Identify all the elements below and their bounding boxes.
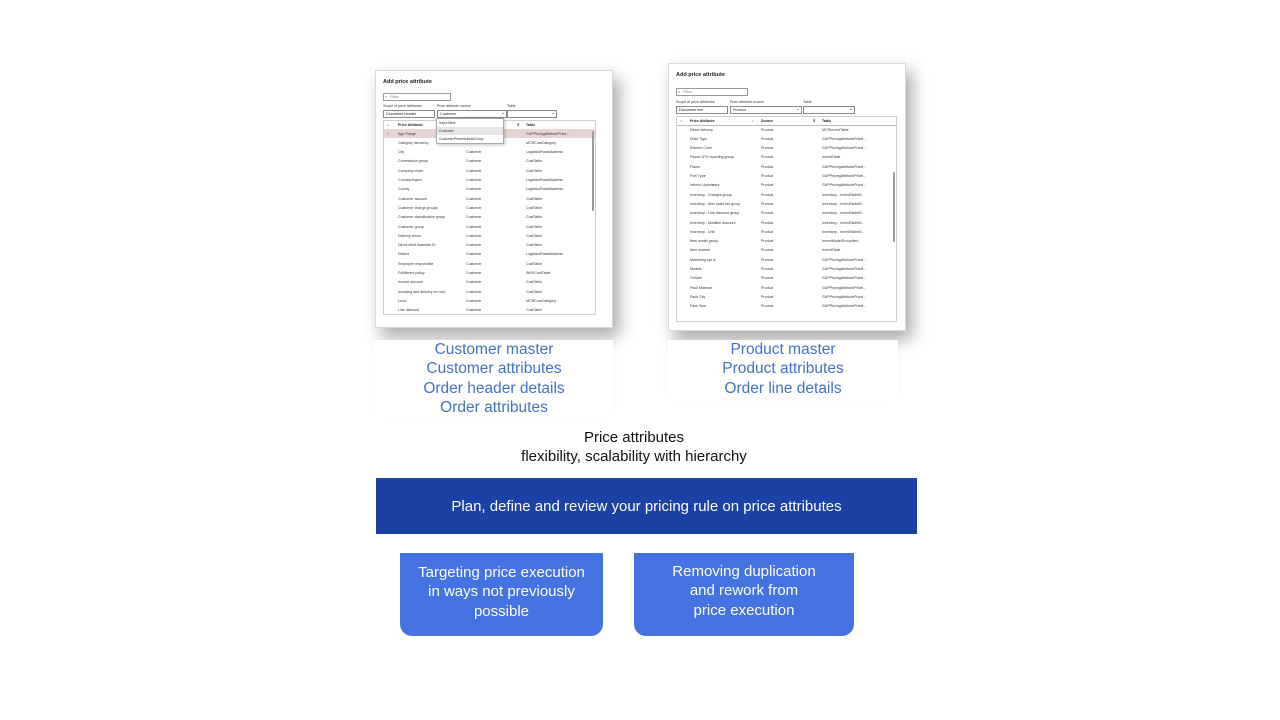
table-cell: Fuel Type [690, 174, 706, 179]
table-row[interactable] [677, 162, 896, 171]
table-cell: GUPPricingAttributePricel... [822, 304, 867, 309]
select-all-radio[interactable]: ○ [680, 119, 683, 123]
table-cell: Direct debit mandate ID [398, 243, 436, 248]
table-cell: Customer group [398, 224, 424, 229]
scrollbar[interactable] [893, 172, 895, 242]
table-cell: Inventory - InventTableM... [822, 211, 865, 216]
caption-line: Product master [730, 341, 836, 358]
filter-input[interactable] [676, 88, 748, 96]
table-cell: GUPPricingAttributePricel... [822, 136, 867, 141]
dialog-title: Add price attribute [676, 72, 725, 78]
source-select[interactable] [730, 106, 802, 114]
table-cell: CustTable [526, 261, 542, 266]
table-cell: GUPPricingAttributePricel... [822, 267, 867, 272]
table-row[interactable] [384, 269, 595, 278]
table-cell: Customer [466, 298, 482, 303]
customer-price-attribute-dialog [375, 70, 613, 328]
table-cell: Inventory - Charges group [690, 192, 732, 197]
scope-label: Scope of price attributes [383, 104, 422, 108]
table-cell: Product [761, 146, 774, 151]
source-label: Price attribute source [437, 104, 471, 108]
table-cell: District [398, 252, 409, 257]
benefit-card-targeting [400, 553, 603, 636]
table-cell: Country/region [398, 178, 422, 183]
table-cell: Item model group [690, 239, 718, 244]
table-cell: Product [761, 248, 774, 253]
table-cell: GUPPricingAttributePricel... [822, 294, 867, 299]
table-row[interactable] [384, 250, 595, 259]
table-cell: CustTable [526, 243, 542, 248]
table-cell: Customer account [398, 196, 428, 201]
table-cell: Level [398, 298, 407, 303]
scrollbar[interactable] [592, 131, 594, 211]
table-cell: MCRCustCategory [526, 298, 557, 303]
sort-icon[interactable]: ↑ [752, 119, 754, 123]
table-row[interactable] [384, 185, 595, 194]
table-cell: Inventory - InventTableM... [822, 220, 865, 225]
column-header[interactable]: Price Attribute [690, 119, 715, 123]
table-row[interactable] [384, 213, 595, 222]
filter-input[interactable] [383, 93, 451, 101]
table-cell: MCRInventTable [822, 127, 849, 132]
chevron-down-icon: ⌄ [550, 110, 555, 116]
card-line: and rework from [689, 582, 799, 600]
table-row[interactable] [677, 274, 896, 283]
caption-line: Order attributes [440, 398, 548, 416]
table-cell: Pack City [690, 294, 706, 299]
table-cell: Customer [466, 196, 482, 201]
table-row[interactable] [677, 199, 896, 208]
row-radio[interactable]: ○ [387, 131, 390, 136]
table-cell: Inventory - InventTableM... [822, 229, 865, 234]
table-cell: GUPPricingAttributePricel... [822, 257, 867, 262]
table-label: Table [803, 100, 812, 104]
table-cell: Fulfillment policy [398, 271, 425, 276]
table-cell: CustTable [526, 289, 542, 294]
table-cell: LogisticsPostalAddress [526, 178, 564, 183]
source-value: Customer [440, 112, 457, 116]
table-row[interactable] [677, 292, 896, 301]
headline-title: Price attributes [583, 429, 685, 446]
filter-icon[interactable]: ⊽ [517, 123, 520, 127]
table-cell: Flavor [690, 164, 700, 169]
column-header[interactable]: Price Attribute [398, 123, 423, 127]
chevron-down-icon: ⌄ [795, 106, 800, 112]
scope-select[interactable] [383, 110, 435, 118]
chevron-down-icon: ⌄ [848, 106, 853, 112]
table-cell: Direct delivery [690, 127, 713, 132]
select-all-radio[interactable]: ○ [387, 123, 390, 127]
table-row[interactable] [677, 153, 896, 162]
table-cell: Customer [466, 252, 482, 257]
table-cell: GUPPricingAttributePricel... [822, 146, 867, 151]
table-cell: CustTable [526, 224, 542, 229]
scope-value: Document line [679, 108, 704, 112]
table-cell: Item number [690, 248, 711, 253]
table-row[interactable] [677, 181, 896, 190]
table-cell: Customer charge groups [398, 205, 438, 210]
table-cell: WHSCustTable [526, 271, 551, 276]
benefit-card-deduplication [634, 553, 854, 636]
table-cell: InventTable [822, 155, 841, 160]
table-cell: Pack Size [690, 304, 706, 309]
table-cell: Customer [466, 215, 482, 220]
table-cell: Product [761, 257, 774, 262]
pricing-rule-banner [376, 478, 917, 534]
table-row[interactable] [384, 166, 595, 175]
product-caption [668, 340, 898, 398]
card-line: Removing duplication [672, 563, 816, 580]
table-cell: CustTable [526, 168, 542, 173]
table-cell: Delivery terms [398, 233, 421, 238]
column-header[interactable]: Table [526, 123, 536, 127]
table-cell: Invoicing and delivery on hold [398, 289, 446, 294]
table-cell: Customer [466, 168, 482, 173]
table-label: Table [507, 104, 516, 108]
card-line: in ways not previously [428, 583, 575, 601]
table-cell: Customer [466, 159, 482, 164]
table-cell: MCRCustCategory [526, 140, 557, 145]
filter-icon[interactable]: ⊽ [813, 119, 816, 123]
source-dropdown-list [436, 118, 504, 144]
table-cell: LogisticsPostalAddress [526, 252, 564, 257]
table-cell: Customer [466, 308, 482, 313]
table-cell: Inventory - Unit [690, 229, 715, 234]
table-cell: Customer [466, 271, 482, 276]
search-icon: ⌕ [678, 89, 681, 94]
table-cell: Product [761, 127, 774, 132]
table-cell: Product [761, 304, 774, 309]
table-cell: InventTable [822, 248, 841, 253]
table-cell: Category hierarchy [398, 140, 429, 145]
source-label: Price attribute source [730, 100, 764, 104]
table-cell: Product [761, 164, 774, 169]
source-select[interactable] [437, 110, 507, 118]
price-attribute-grid [676, 116, 897, 322]
card-line: Targeting price execution [418, 564, 585, 581]
table-cell: Inventory - Item sales tax group [690, 201, 741, 206]
customer-caption [375, 340, 613, 417]
table-cell: GUPPricingAttributePricel... [822, 285, 867, 290]
column-header[interactable]: Table [822, 119, 832, 123]
table-row[interactable] [677, 190, 896, 199]
table-cell: Product [761, 136, 774, 141]
table-cell: CustTable [526, 308, 542, 313]
table-cell: Product [761, 201, 774, 206]
table-cell: Age Range [398, 131, 416, 136]
table-cell: LogisticsPostalAddress [526, 150, 564, 155]
search-icon: ⌕ [385, 94, 388, 99]
table-row[interactable] [384, 231, 595, 240]
source-value: Product [733, 108, 747, 112]
table-cell: Inventory - InventTableM... [822, 192, 865, 197]
table-cell: GUPPricingAttributePricel... [822, 174, 867, 179]
table-row[interactable] [677, 255, 896, 264]
table-cell: Customer [466, 280, 482, 285]
table-cell: Invoice account [398, 280, 423, 285]
table-cell: Product [761, 183, 774, 188]
table-row[interactable] [677, 144, 896, 153]
table-cell: CustTable [526, 215, 542, 220]
table-cell: GUPPricingAttributePricel... [822, 276, 867, 281]
table-row[interactable] [384, 203, 595, 212]
table-cell: Customer [466, 205, 482, 210]
table-cell: Customer [466, 261, 482, 266]
price-attributes-headline [376, 429, 892, 466]
table-cell: Inventory - InventTableM... [822, 201, 865, 206]
table-cell: Customer [466, 243, 482, 248]
table-cell: OnSale [690, 276, 702, 281]
table-cell: CustTable [526, 159, 542, 164]
table-cell: Drive Type [690, 136, 708, 141]
table-cell: Interior Upholstery [690, 183, 720, 188]
headline-subtitle: flexibility, scalability with hierarchy [521, 447, 747, 465]
table-row[interactable] [677, 134, 896, 143]
table-select[interactable] [507, 110, 557, 118]
table-cell: Exterior Color [690, 146, 712, 151]
scope-select[interactable] [676, 106, 728, 114]
table-cell: Product [761, 211, 774, 216]
table-cell: Marketing opt in [690, 257, 716, 262]
table-cell: Pack Material [690, 285, 712, 290]
table-cell: Product [761, 285, 774, 290]
table-cell: Company chain [398, 168, 423, 173]
table-row[interactable] [677, 237, 896, 246]
table-cell: Fiscal LIFO reporting group [690, 155, 734, 160]
dropdown-option[interactable]: SalesTable [439, 121, 456, 125]
table-row[interactable] [384, 176, 595, 185]
table-cell: CustTable [526, 196, 542, 201]
scope-label: Scope of price attributes [676, 100, 715, 104]
table-row[interactable] [677, 265, 896, 274]
table-row[interactable] [677, 246, 896, 255]
table-cell: Employee responsible [398, 261, 434, 266]
table-row[interactable] [677, 209, 896, 218]
table-cell: Commission group [398, 159, 428, 164]
dialog-title: Add price attribute [383, 79, 432, 85]
dropdown-option[interactable]: CustomerPriceAttributeGroup [439, 137, 484, 141]
table-cell: Customer [466, 289, 482, 294]
table-row[interactable] [384, 287, 595, 296]
table-row[interactable] [384, 148, 595, 157]
table-cell: Customer [466, 233, 482, 238]
table-cell: Product [761, 294, 774, 299]
table-cell: GUPPricingAttributePrice... [526, 131, 570, 136]
table-row[interactable] [384, 241, 595, 250]
table-cell: Customer [466, 187, 482, 192]
caption-line: Customer master [434, 341, 554, 358]
column-header[interactable]: Source [761, 119, 774, 123]
caption-line: Order header details [423, 379, 565, 397]
table-row[interactable] [677, 125, 896, 134]
table-cell: Customer [466, 224, 482, 229]
table-cell: Product [761, 174, 774, 179]
caption-line: Customer attributes [426, 360, 562, 378]
table-row[interactable] [384, 278, 595, 287]
banner-text: Plan, define and review your pricing rule on price attributes [451, 497, 842, 515]
table-cell: Inventory - Multiline discount [690, 220, 736, 225]
chevron-down-icon: ⌄ [500, 110, 505, 116]
table-row[interactable] [384, 296, 595, 305]
table-row[interactable] [384, 157, 595, 166]
dropdown-option-selected[interactable]: Customer [437, 127, 503, 135]
table-row[interactable] [384, 222, 595, 231]
table-cell: LogisticsPostalAddress [526, 187, 564, 192]
table-cell: Product [761, 239, 774, 244]
table-cell: City [398, 150, 405, 155]
table-cell: CustTable [526, 205, 542, 210]
table-cell: County [398, 187, 410, 192]
table-cell: CustTable [526, 280, 542, 285]
table-cell: Product [761, 267, 774, 272]
table-cell: Line discount [398, 308, 420, 313]
table-cell: Inventory - Line discount group [690, 211, 740, 216]
caption-line: Order line details [724, 379, 842, 397]
table-cell: Product [761, 220, 774, 225]
table-row[interactable] [384, 194, 595, 203]
table-row[interactable] [677, 283, 896, 292]
table-cell: InventModelGroupItem [822, 239, 859, 244]
filter-placeholder: Filter [683, 89, 692, 94]
table-row[interactable] [384, 306, 595, 315]
table-cell: Customer [466, 178, 482, 183]
table-cell: Customer [466, 150, 482, 155]
price-attribute-grid [383, 120, 596, 315]
table-cell: Product [761, 155, 774, 160]
table-cell: GUPPricingAttributePricel... [822, 164, 867, 169]
table-row[interactable] [384, 259, 595, 268]
caption-line: Product attributes [722, 360, 844, 378]
table-select[interactable] [803, 106, 855, 114]
table-cell: GUPPricingAttributePricel... [822, 183, 867, 188]
table-cell: Customer classification group [398, 215, 446, 220]
table-row[interactable] [677, 218, 896, 227]
table-cell: Models [690, 267, 702, 272]
table-row[interactable] [677, 302, 896, 311]
card-line: price execution [693, 601, 795, 619]
scope-value: Document header [386, 112, 417, 116]
filter-placeholder: Filter [390, 94, 399, 99]
table-cell: Product [761, 229, 774, 234]
table-cell: CustTable [526, 233, 542, 238]
table-row[interactable] [677, 227, 896, 236]
product-price-attribute-dialog [668, 63, 906, 331]
card-line: possible [473, 602, 530, 620]
table-cell: Product [761, 276, 774, 281]
table-row[interactable] [677, 172, 896, 181]
table-cell: Product [761, 192, 774, 197]
